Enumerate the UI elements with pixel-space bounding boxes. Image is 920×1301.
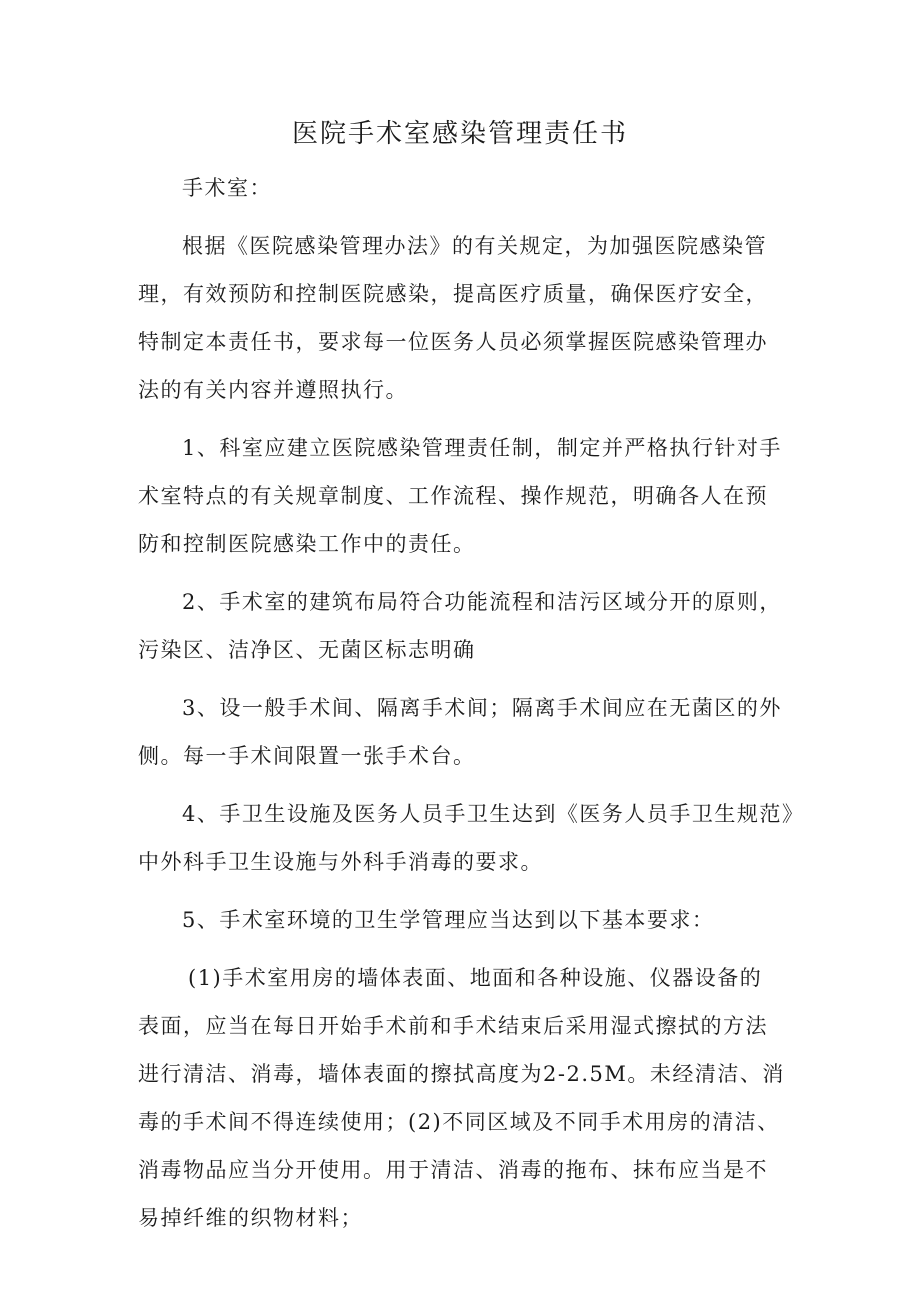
- item-5-sub-line-2: 表面，应当在每日开始手术前和手术结束后采用湿式擦拭的方法: [138, 1014, 768, 1038]
- item-2-line-1: 2、手术室的建筑布局符合功能流程和洁污区域分开的原则，: [182, 590, 782, 614]
- intro-line-3: 特制定本责任书，要求每一位医务人员必须掌握医院感染管理办: [138, 330, 768, 354]
- item-5-sub-line-6: 易掉纤维的织物材料；: [138, 1206, 363, 1230]
- item-1-line-1: 1、科室应建立医院感染管理责任制，制定并严格执行针对手: [182, 436, 782, 460]
- document-body: [138, 164, 805, 1242]
- item-4-line-1: 4、手卫生设施及医务人员手卫生达到《医务人员手卫生规范》: [182, 802, 805, 826]
- item-5-sub-line-3: 进行清洁、消毒，墙体表面的擦拭高度为2-2.5M。未经清洁、消: [138, 1062, 785, 1086]
- paragraph-gap: [138, 212, 796, 222]
- item-5-sub-line-5: 消毒物品应当分开使用。用于清洁、消毒的拖布、抹布应当是不: [138, 1158, 768, 1182]
- intro-line-2: 理，有效预防和控制医院感染，提高医疗质量，确保医疗安全，: [138, 282, 768, 306]
- paragraph-gap: [138, 674, 796, 684]
- paragraph-gap: [138, 780, 796, 790]
- paragraph-gap: [138, 886, 796, 896]
- item-2-line-2: 污染区、洁净区、无菌区标志明确: [138, 638, 476, 662]
- addressee-line: 手术室：: [182, 176, 272, 200]
- item-1-line-3: 防和控制医院感染工作中的责任。: [138, 532, 476, 556]
- paragraph-gap: [138, 568, 796, 578]
- intro-line-1: 根据《医院感染管理办法》的有关规定，为加强医院感染管: [182, 234, 767, 258]
- paragraph-gap: [138, 414, 796, 424]
- document-title: 医院手术室感染管理责任书: [291, 119, 628, 149]
- item-5-sub-line-4: 毒的手术间不得连续使用；(2)不同区域及不同手术用房的清洁、: [138, 1110, 780, 1134]
- item-4-line-2: 中外科手卫生设施与外科手消毒的要求。: [138, 850, 543, 874]
- item-3-line-1: 3、设一般手术间、隔离手术间；隔离手术间应在无菌区的外: [182, 696, 782, 720]
- item-3-line-2: 侧。每一手术间限置一张手术台。: [138, 744, 476, 768]
- item-5-sub-line-1: (1)手术室用房的墙体表面、地面和各种设施、仪器设备的: [188, 966, 763, 990]
- intro-line-4: 法的有关内容并遵照执行。: [138, 378, 408, 402]
- item-5-line-1: 5、手术室环境的卫生学管理应当达到以下基本要求：: [182, 908, 715, 932]
- paragraph-gap: [138, 944, 796, 954]
- item-1-line-2: 术室特点的有关规章制度、工作流程、操作规范，明确各人在预: [138, 484, 768, 508]
